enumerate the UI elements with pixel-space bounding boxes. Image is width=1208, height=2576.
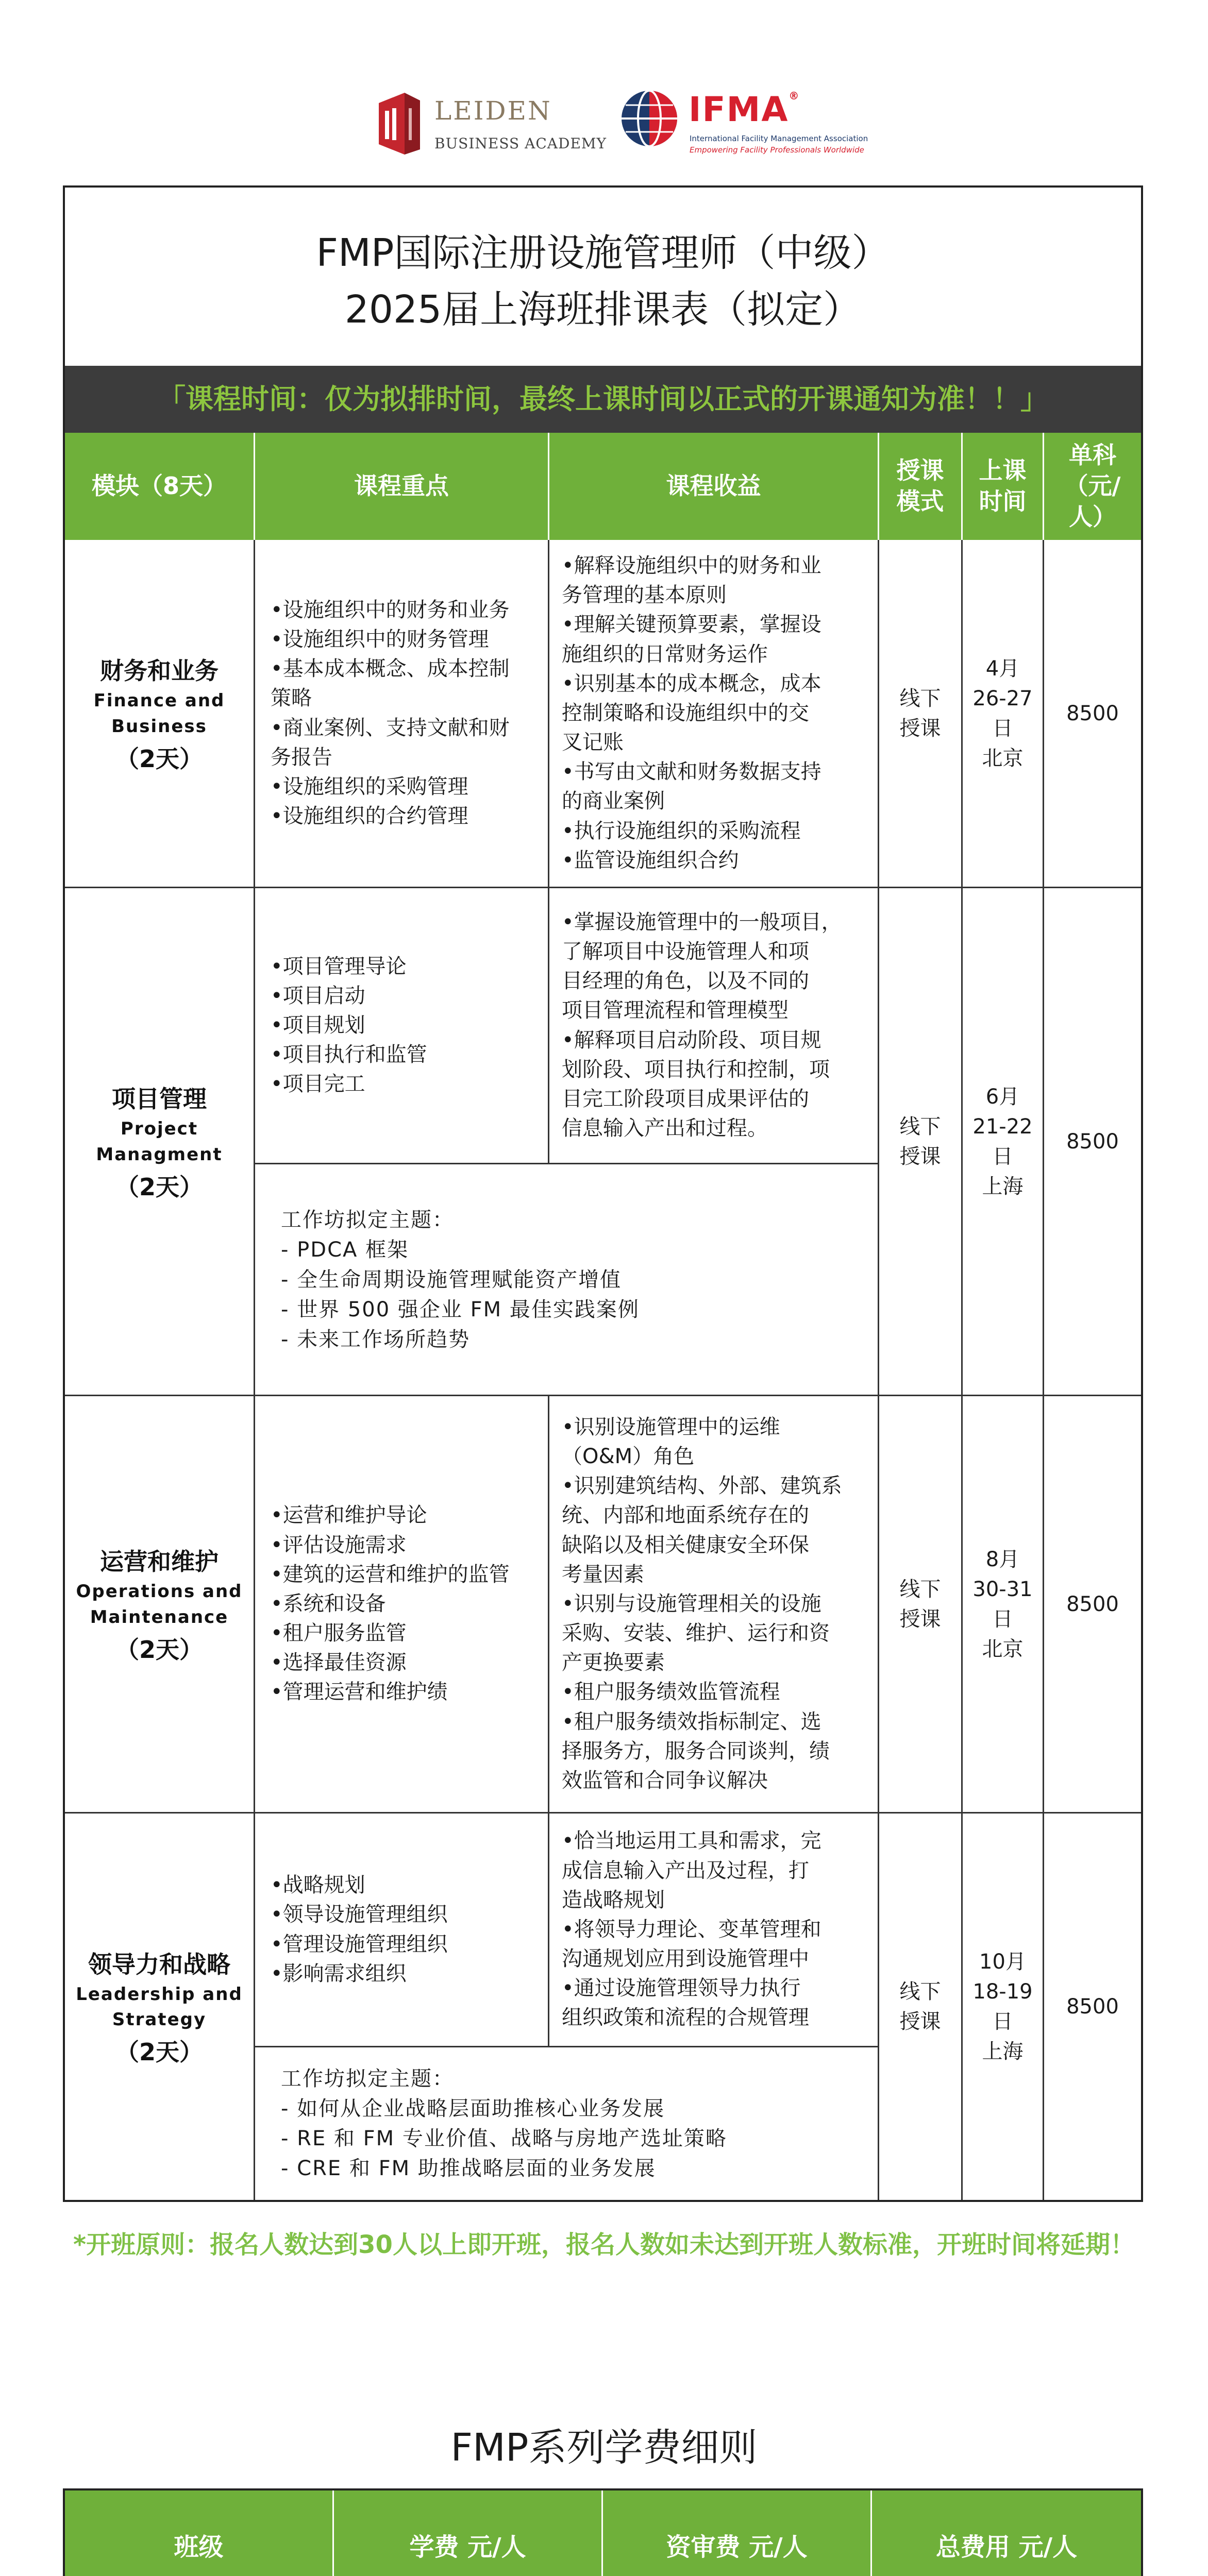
leiden-subtitle: BUSINESS ACADEMY	[434, 135, 607, 152]
price-finance: 8500	[1044, 540, 1141, 888]
focus-operations: •运营和维护导论 •评估设施需求 •建筑的运营和维护的监管 •系统和设备 •租户服务监管 •选择最佳资源 •管理运营和维护绩	[255, 1396, 549, 1814]
module-name-cn: 领导力和战略	[88, 1950, 230, 1978]
module-name-en: Leadership and Strategy	[76, 1984, 243, 2030]
module-name-cn: 运营和维护	[100, 1548, 219, 1576]
time-finance: 4月 26-27日 北京	[963, 540, 1044, 888]
leiden-name: LEIDEN	[434, 96, 552, 126]
fees-table	[63, 2488, 1143, 2576]
price-operations: 8500	[1044, 1396, 1141, 1814]
header-time: 上课时间	[963, 433, 1044, 540]
module-days: （2天）	[115, 2038, 203, 2066]
workshop-leadership: 工作坊拟定主题： - 如何从企业战略层面助推核心业务发展 - RE 和 FM 专业价值、战略与房地产选址策略 - CRE 和 FM 助推战略层面的业务发展	[255, 2047, 879, 2200]
gains-project: •掌握设施管理中的一般项目， 了解项目中设施管理人和项 目经理的角色，以及不同的 项目管理流程和管理模型 •解释项目启动阶段、项目规 划阶段、项目执行和控制，项 目完工阶段项目成果评估的 信息输入产出和过程。	[549, 888, 879, 1164]
module-name-en: Project Managment	[96, 1118, 223, 1165]
schedule-notice: 「课程时间：仅为拟排时间，最终上课时间以正式的开课通知为准！！」	[65, 366, 1141, 433]
fee-header-total: 总费用 元/人	[872, 2490, 1141, 2576]
module-operations	[65, 1396, 255, 1814]
gains-operations: •识别设施管理中的运维 （O&M）角色 •识别建筑结构、外部、建筑系 统、内部和地面系统存在的 缺陷以及相关健康安全环保 考量因素 •识别与设施管理相关的设施 采购、安装、维护、运行和资 产更换要素 •租户服务绩效监管流程 •租户服务绩效指标制定、选 择服务方，服务合同谈判，绩 效监管和合同争议解决	[549, 1396, 879, 1814]
module-days: （2天）	[115, 1635, 203, 1664]
workshop-project: 工作坊拟定主题： - PDCA 框架 - 全生命周期设施管理赋能资产增值 - 世界 500 强企业 FM 最佳实践案例 - 未来工作场所趋势	[255, 1164, 879, 1396]
header-gains: 课程收益	[549, 433, 879, 540]
mode-operations: 线下 授课	[879, 1396, 963, 1814]
time-operations: 8月 30-31日 北京	[963, 1396, 1044, 1814]
module-leadership	[65, 1814, 255, 2200]
header-module: 模块（8天）	[65, 433, 255, 540]
header-mode: 授课模式	[879, 433, 963, 540]
module-name-en: Operations and Maintenance	[76, 1581, 243, 1628]
gains-finance: •解释设施组织中的财务和业 务管理的基本原则 •理解关键预算要素，掌握设 施组织的日常财务运作 •识别基本的成本概念，成本 控制策略和设施组织中的交 叉记账 •书写由文献和财务数据支持 的商业案例 •执行设施组织的采购流程 •监管设施组织合约	[549, 540, 879, 888]
header-focus: 课程重点	[255, 433, 549, 540]
module-name-cn: 财务和业务	[100, 657, 219, 685]
mode-leadership: 线下 授课	[879, 1814, 963, 2200]
time-leadership: 10月 18-19日 上海	[963, 1814, 1044, 2200]
fee-header-review: 资审费 元/人	[603, 2490, 872, 2576]
header-price: 单科（元/人）	[1044, 433, 1141, 540]
schedule-title	[65, 188, 1141, 366]
focus-leadership: •战略规划 •领导设施管理组织 •管理设施管理组织 •影响需求组织	[255, 1814, 549, 2047]
ifma-subtitle: International Facility Management Association	[690, 134, 868, 143]
module-finance	[65, 540, 255, 888]
time-project: 6月 21-22日 上海	[963, 888, 1044, 1396]
module-name-cn: 项目管理	[112, 1085, 207, 1113]
header-logos	[0, 77, 1208, 165]
price-leadership: 8500	[1066, 1995, 1119, 2019]
mode-project: 线下 授课	[879, 888, 963, 1396]
ifma-logo	[618, 82, 868, 160]
enrollment-principle: *开班原则：报名人数达到30人以上即开班，报名人数如未达到开班人数标准，开班时间将延期！	[73, 2230, 1135, 2259]
fee-header-class: 班级	[65, 2490, 334, 2576]
schedule-table	[63, 185, 1143, 2202]
ifma-name: IFMA®	[689, 90, 800, 129]
gains-leadership: •恰当地运用工具和需求，完 成信息输入产出及过程，打 造战略规划 •将领导力理论、变革管理和 沟通规划应用到设施管理中 •通过设施管理领导力执行 组织政策和流程的合规管理	[549, 1814, 879, 2047]
fees-title: FMP系列学费细则	[450, 2426, 758, 2470]
module-days: （2天）	[115, 1173, 203, 1201]
ifma-globe-icon	[618, 88, 680, 149]
module-name-en: Finance and Business	[93, 690, 225, 737]
leiden-logo	[374, 88, 607, 160]
mode-finance: 线下 授课	[879, 540, 963, 888]
focus-project: •项目管理导论 •项目启动 •项目规划 •项目执行和监管 •项目完工	[255, 888, 549, 1164]
fee-header-tuition: 学费 元/人	[334, 2490, 603, 2576]
focus-finance: •设施组织中的财务和业务 •设施组织中的财务管理 •基本成本概念、成本控制 策略 •商业案例、支持文献和财 务报告 •设施组织的采购管理 •设施组织的合约管理	[255, 540, 549, 888]
title-line-1: FMP国际注册设施管理师（中级）	[316, 231, 890, 275]
module-days: （2天）	[115, 744, 203, 773]
module-project	[65, 888, 255, 1396]
price-project: 8500	[1044, 888, 1141, 1396]
title-line-2: 2025届上海班排课表（拟定）	[344, 287, 862, 332]
ifma-tagline: Empowering Facility Professionals Worldwide	[690, 145, 864, 155]
leiden-mark-icon	[374, 88, 425, 160]
